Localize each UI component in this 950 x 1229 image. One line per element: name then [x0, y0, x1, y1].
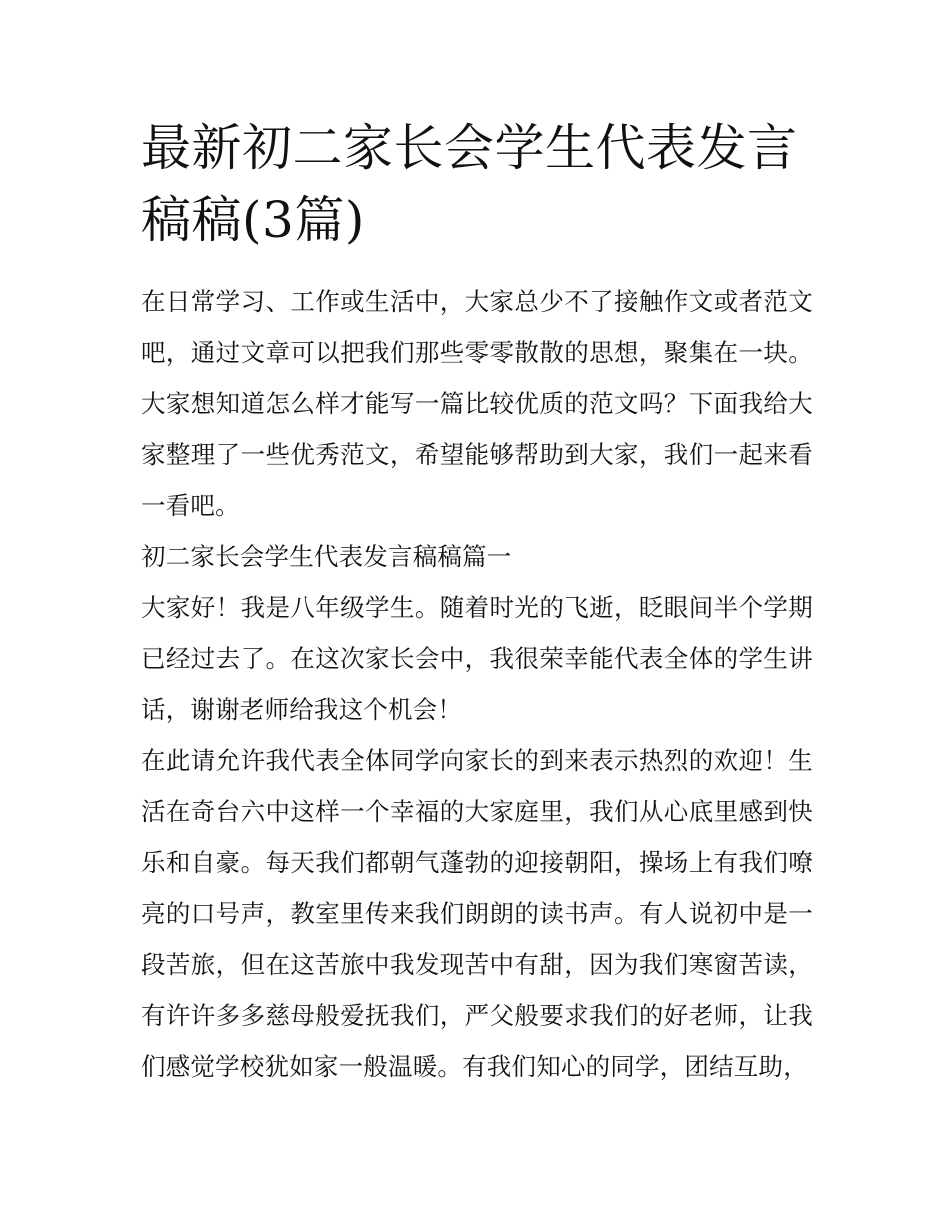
welcome-paragraph: 在此请允许我代表全体同学向家长的到来表示热烈的欢迎！生活在奇台六中这样一个幸福的大家庭里，我们从心底里感到快乐和自豪。每天我们都朝气蓬勃的迎接朝阳，操场上有我们嘹亮的口号声，教室里传来我们朗朗的读书声。有人说初中是一段苦旅，但在这苦旅中我发现苦中有甜，因为我们寒窗苦读，有许许多多慈母般爱抚我们，严父般要求我们的好老师，让我们感觉学校犹如家一般温暖。有我们知心的同学，团结互助， [141, 746, 813, 1081]
greeting-paragraph: 大家好！我是八年级学生。随着时光的飞逝，眨眼间半个学期已经过去了。在这次家长会中，我很荣幸能代表全体的学生讲话，谢谢老师给我这个机会！ [141, 593, 813, 724]
section-heading: 初二家长会学生代表发言稿稿篇一 [141, 542, 512, 571]
intro-paragraph: 在日常学习、工作或生活中，大家总少不了接触作文或者范文吧，通过文章可以把我们那些零零散散的思想，聚集在一块。大家想知道怎么样才能写一篇比较优质的范文吗？下面我给大家整理了一些优秀范文，希望能够帮助到大家，我们一起来看一看吧。 [141, 287, 813, 520]
document-title: 最新初二家长会学生代表发言稿稿(3篇) [141, 119, 798, 249]
document-body [141, 276, 813, 1092]
